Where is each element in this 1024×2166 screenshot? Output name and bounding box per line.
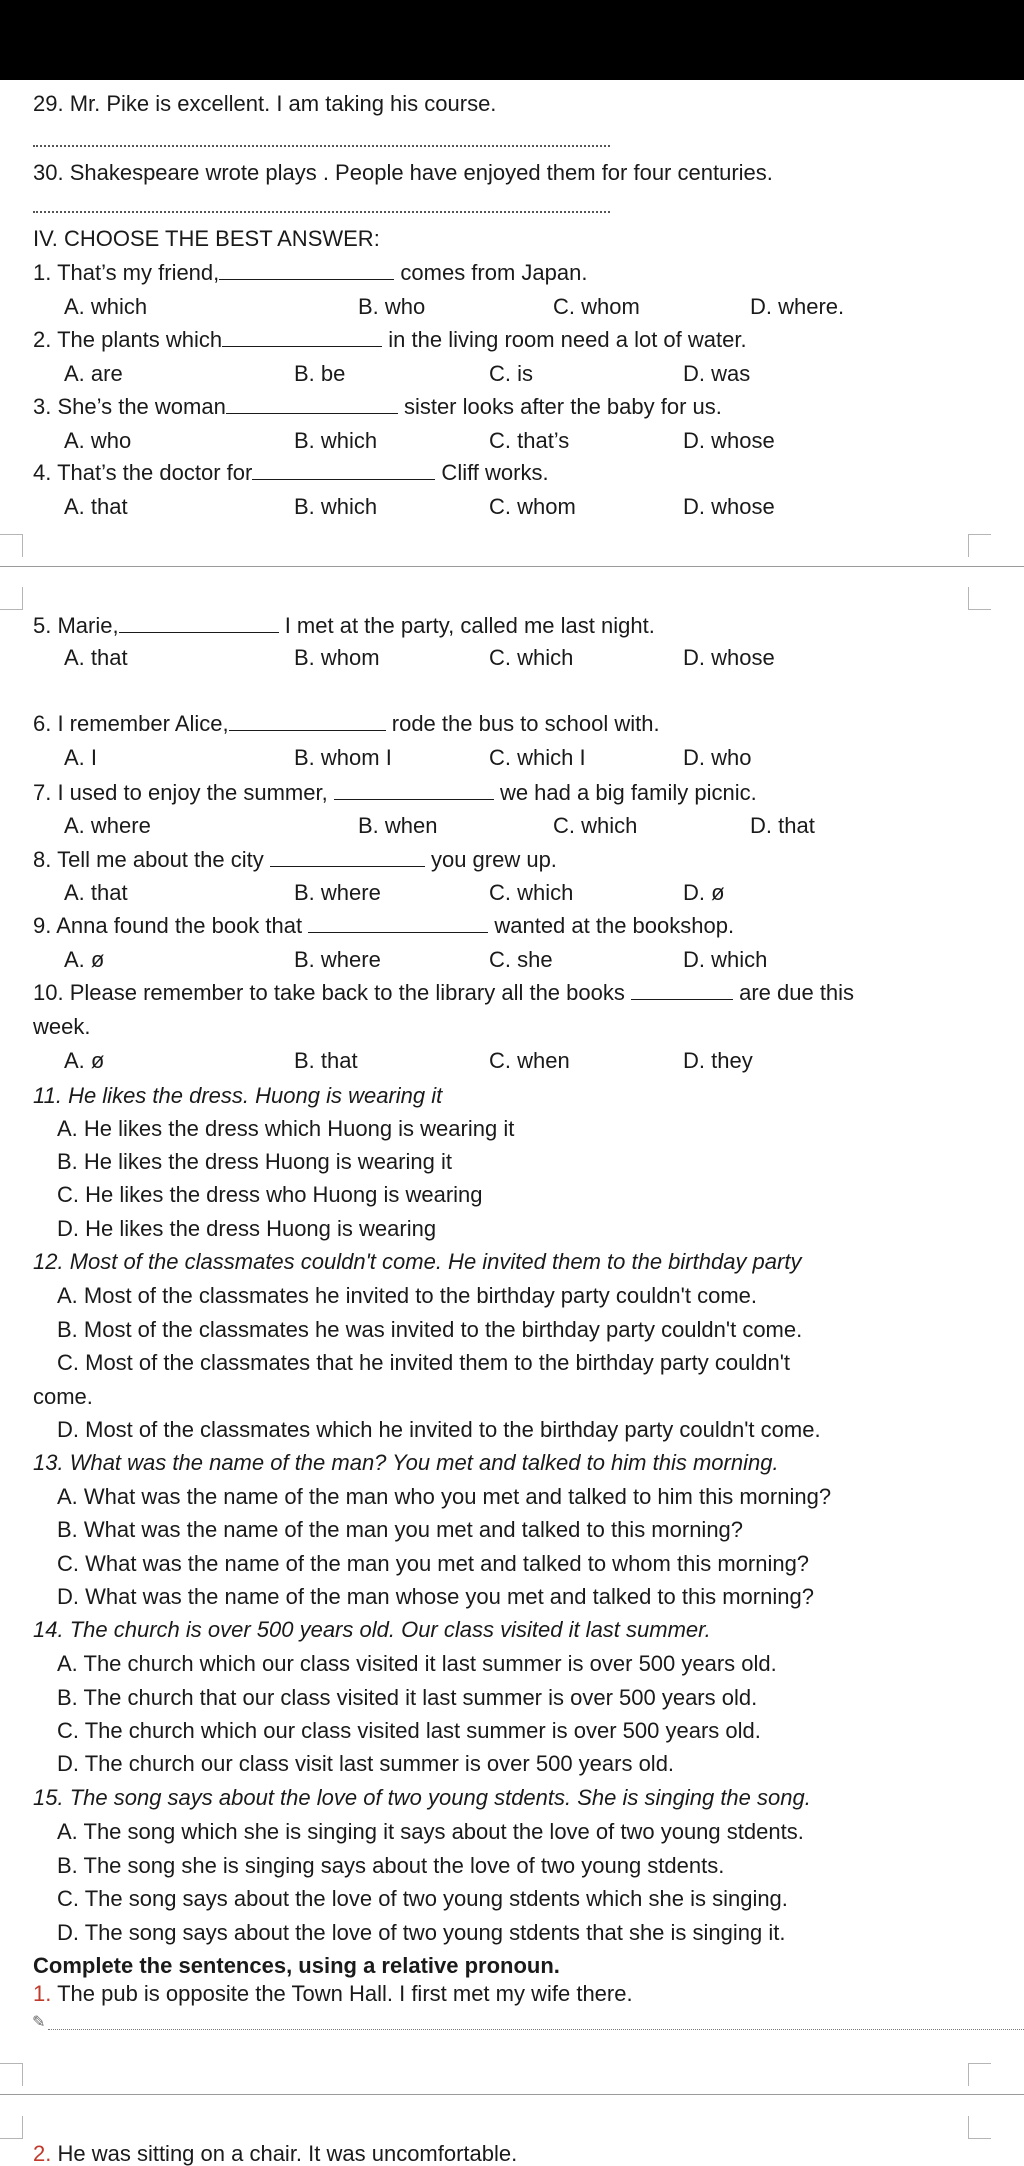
mcq-option[interactable]: D. whose <box>683 645 775 670</box>
answer-line-complete-1 <box>48 2029 1024 2030</box>
combine-question-13: 13. What was the name of the man? You met and talked to him this morning. <box>33 1450 779 1475</box>
page-corner-mark <box>0 2063 23 2086</box>
mcq-option[interactable]: C. which <box>489 645 574 670</box>
page-corner-mark <box>0 2116 23 2139</box>
combine-option[interactable]: B. What was the name of the man you met and talked to this morning? <box>57 1517 744 1542</box>
page-corner-mark <box>968 534 991 557</box>
page-corner-mark <box>968 587 991 610</box>
page-break-line <box>0 566 1024 567</box>
mcq-option[interactable]: D. who <box>683 745 752 770</box>
section-title: IV. CHOOSE THE BEST ANSWER: <box>33 226 380 251</box>
page-corner-mark <box>0 587 23 610</box>
mcq-option[interactable]: A. that <box>64 494 128 519</box>
mcq-option[interactable]: B. where <box>294 880 381 905</box>
mcq-option[interactable]: C. she <box>489 947 553 972</box>
page-corner-mark <box>968 2116 991 2139</box>
mcq-option[interactable]: D. which <box>683 947 768 972</box>
combine-option[interactable]: A. What was the name of the man who you met and talked to him this morning? <box>57 1484 832 1509</box>
mcq-question-7: 7. I used to enjoy the summer, we had a big family picnic. <box>33 780 757 805</box>
combine-question-15: 15. The song says about the love of two young stdents. She is singing the song. <box>33 1785 811 1810</box>
mcq-option[interactable]: B. who <box>358 294 426 319</box>
mcq-option[interactable]: C. which I <box>489 745 586 770</box>
combine-option[interactable]: C. The church which our class visited last summer is over 500 years old. <box>57 1718 761 1743</box>
mcq-question-3: 3. She’s the woman sister looks after the baby for us. <box>33 394 722 419</box>
mcq-option[interactable]: A. where <box>64 813 151 838</box>
mcq-question-1: 1. That’s my friend, comes from Japan. <box>33 260 588 285</box>
complete-sentence-1: 1. The pub is opposite the Town Hall. I first met my wife there. <box>33 1981 633 2006</box>
mcq-option[interactable]: C. whom <box>489 494 576 519</box>
pen-icon: ✎ <box>32 2014 46 2031</box>
combine-option[interactable]: B. The church that our class visited it last summer is over 500 years old. <box>57 1685 758 1710</box>
mcq-question-6: 6. I remember Alice, rode the bus to school with. <box>33 711 660 736</box>
mcq-option[interactable]: D. ø <box>683 880 725 905</box>
mcq-option[interactable]: A. which <box>64 294 148 319</box>
combine-option[interactable]: D. The church our class visit last summer is over 500 years old. <box>57 1751 675 1776</box>
page-corner-mark <box>968 2063 991 2086</box>
combine-option[interactable]: D. Most of the classmates which he invited to the birthday party couldn't come. <box>57 1417 821 1442</box>
complete-sentence-2: 2. He was sitting on a chair. It was uncomfortable. <box>33 2141 518 2166</box>
mcq-option[interactable]: C. when <box>489 1048 570 1073</box>
combine-option[interactable]: B. Most of the classmates he was invited to the birthday party couldn't come. <box>57 1317 803 1342</box>
question-30: 30. Shakespeare wrote plays . People have enjoyed them for four centuries. <box>33 160 773 185</box>
mcq-option[interactable]: C. whom <box>553 294 640 319</box>
mcq-option[interactable]: A. ø <box>64 1048 105 1073</box>
mcq-option[interactable]: B. that <box>294 1048 358 1073</box>
mcq-option[interactable]: C. that’s <box>489 428 570 453</box>
mcq-question-8: 8. Tell me about the city you grew up. <box>33 847 557 872</box>
combine-option[interactable]: D. What was the name of the man whose you met and talked to this morning? <box>57 1584 814 1609</box>
combine-question-12: 12. Most of the classmates couldn't come. He invited them to the birthday party <box>33 1249 802 1274</box>
mcq-option[interactable]: B. where <box>294 947 381 972</box>
combine-option[interactable]: B. He likes the dress Huong is wearing it <box>57 1149 452 1174</box>
mcq-question-9: 9. Anna found the book that wanted at the bookshop. <box>33 913 735 938</box>
mcq-option[interactable]: B. whom I <box>294 745 392 770</box>
combine-question-11: 11. He likes the dress. Huong is wearing it <box>33 1083 443 1108</box>
combine-option[interactable]: C. Most of the classmates that he invited them to the birthday party couldn't <box>57 1350 791 1375</box>
combine-option[interactable]: B. The song she is singing says about the love of two young stdents. <box>57 1853 725 1878</box>
complete-section-title: Complete the sentences, using a relative pronoun. <box>33 1953 560 1978</box>
mcq-option[interactable]: D. was <box>683 361 751 386</box>
answer-line-29 <box>33 145 610 147</box>
mcq-option[interactable]: A. are <box>64 361 123 386</box>
mcq-option[interactable]: D. whose <box>683 494 775 519</box>
page-corner-mark <box>0 534 23 557</box>
answer-line-30 <box>33 211 610 213</box>
mcq-question-4: 4. That’s the doctor for Cliff works. <box>33 460 549 485</box>
mcq-option[interactable]: C. which <box>553 813 638 838</box>
mcq-option[interactable]: D. that <box>750 813 815 838</box>
combine-question-14: 14. The church is over 500 years old. Our class visited it last summer. <box>33 1617 711 1642</box>
page-break-line <box>0 2094 1024 2095</box>
combine-option-cont: come. <box>33 1384 93 1409</box>
combine-option[interactable]: A. Most of the classmates he invited to the birthday party couldn't come. <box>57 1283 757 1308</box>
mcq-option[interactable]: A. ø <box>64 947 105 972</box>
mcq-option[interactable]: B. when <box>358 813 438 838</box>
combine-option[interactable]: D. The song says about the love of two young stdents that she is singing it. <box>57 1920 786 1945</box>
mcq-option[interactable]: D. whose <box>683 428 775 453</box>
mcq-option[interactable]: A. that <box>64 645 128 670</box>
question-29: 29. Mr. Pike is excellent. I am taking his course. <box>33 91 497 116</box>
mcq-option[interactable]: B. which <box>294 428 378 453</box>
mcq-option[interactable]: C. is <box>489 361 533 386</box>
mcq-question-10-cont: week. <box>33 1014 91 1039</box>
mcq-question-5: 5. Marie, I met at the party, called me last night. <box>33 613 655 638</box>
combine-option[interactable]: A. The church which our class visited it last summer is over 500 years old. <box>57 1651 777 1676</box>
mcq-option[interactable]: A. I <box>64 745 98 770</box>
mcq-option[interactable]: D. where. <box>750 294 845 319</box>
combine-option[interactable]: C. What was the name of the man you met and talked to whom this morning? <box>57 1551 810 1576</box>
mcq-option[interactable]: A. that <box>64 880 128 905</box>
mcq-option[interactable]: D. they <box>683 1048 753 1073</box>
combine-option[interactable]: D. He likes the dress Huong is wearing <box>57 1216 437 1241</box>
combine-option[interactable]: A. He likes the dress which Huong is wearing it <box>57 1116 515 1141</box>
top-bar <box>0 0 1024 80</box>
mcq-option[interactable]: B. whom <box>294 645 380 670</box>
combine-option[interactable]: C. The song says about the love of two young stdents which she is singing. <box>57 1886 788 1911</box>
mcq-question-10: 10. Please remember to take back to the library all the books are due this <box>33 980 855 1005</box>
combine-option[interactable]: A. The song which she is singing it says about the love of two young stdents. <box>57 1819 804 1844</box>
mcq-option[interactable]: C. which <box>489 880 574 905</box>
mcq-option[interactable]: A. who <box>64 428 132 453</box>
mcq-option[interactable]: B. which <box>294 494 378 519</box>
mcq-option[interactable]: B. be <box>294 361 346 386</box>
combine-option[interactable]: C. He likes the dress who Huong is wearing <box>57 1182 483 1207</box>
mcq-question-2: 2. The plants which in the living room need a lot of water. <box>33 327 747 352</box>
